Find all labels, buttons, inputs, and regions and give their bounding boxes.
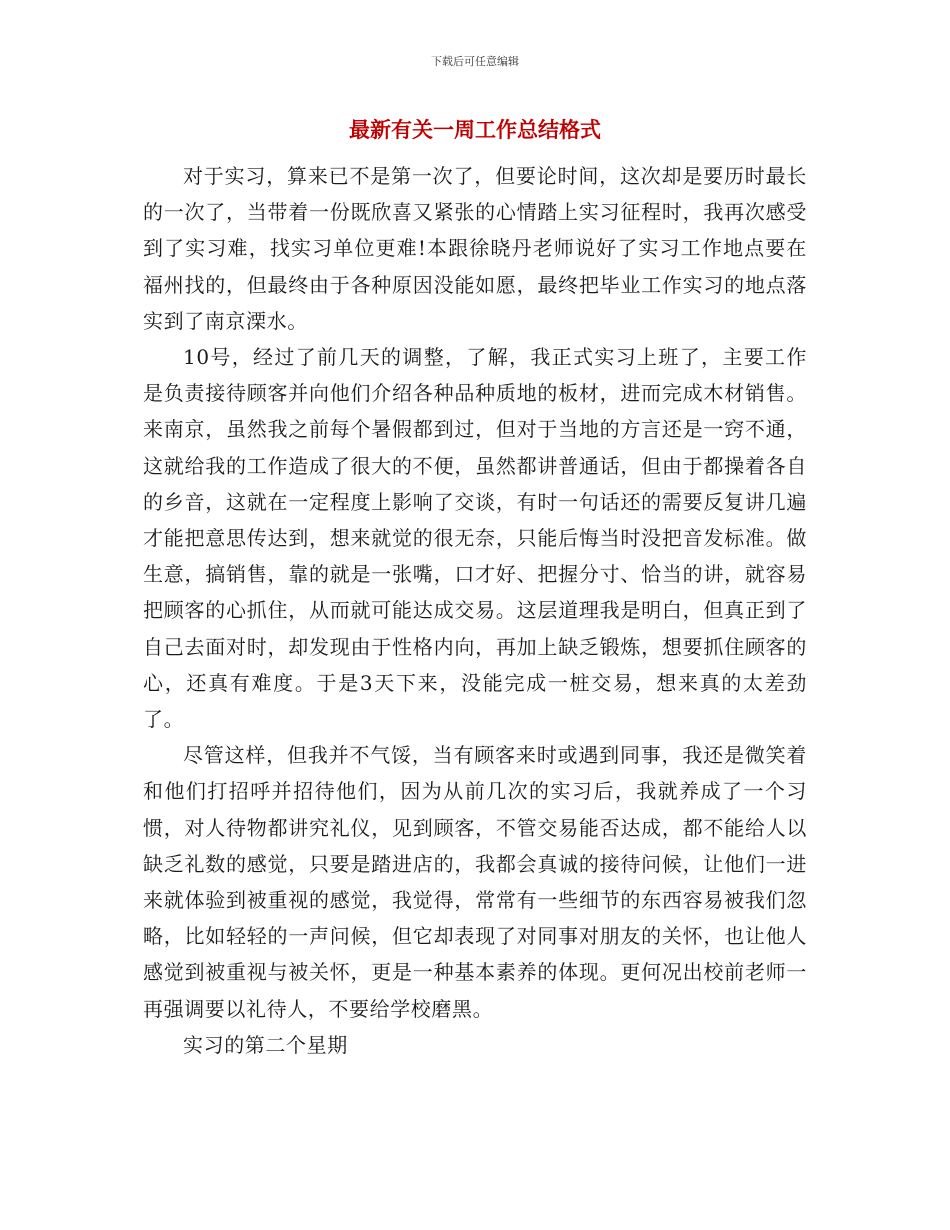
- paragraph: 对于实习，算来已不是第一次了，但要论时间，这次却是要历时最长的一次了，当带着一份既欣喜又紧张的心情踏上实习征程时，我再次感受到了实习难，找实习单位更难!本跟徐晓丹老师说好了实习工作地点要在福州找的，但最终由于各种原因没能如愿，最终把毕业工作实习的地点落实到了南京溧水。: [143, 164, 807, 333]
- paragraph: 尽管这样，但我并不气馁，当有顾客来时或遇到同事，我还是微笑着和他们打招呼并招待他们，因为从前几次的实习后，我就养成了一个习惯，对人待物都讲究礼仪，见到顾客，不管交易能否达成，都不能给人以缺乏礼数的感觉，只要是踏进店的，我都会真诚的接待问候，让他们一进来就体验到被重视的感觉，我觉得，常常有一些细节的东西容易被我们忽略，比如轻轻的一声问候，但它却表现了对同事对朋友的关怀，也让他人感觉到被重视与被关怀，更是一种基本素养的体现。更何况出校前老师一再强调要以礼待人，不要给学校磨黑。: [143, 743, 807, 1021]
- page-header-note: 下载后可任意编辑: [431, 55, 519, 68]
- paragraph: 实习的第二个星期: [183, 1032, 348, 1057]
- document-body: [143, 158, 807, 1063]
- paragraph: 10号，经过了前几天的调整，了解，我正式实习上班了，主要工作是负责接待顾客并向他们介绍各种品种质地的板材，进而完成木材销售。来南京，虽然我之前每个暑假都到过，但对于当地的方言还是一窍不通，这就给我的工作造成了很大的不便，虽然都讲普通话，但由于都操着各自的乡音，这就在一定程度上影响了交谈，有时一句话还的需要反复讲几遍才能把意思传达到，想来就觉的很无奈，只能后悔当时没把音发标准。做生意，搞销售，靠的就是一张嘴，口才好、把握分寸、恰当的讲，就容易把顾客的心抓住，从而就可能达成交易。这层道理我是明白，但真正到了自己去面对时，却发现由于性格内向，再加上缺乏锻炼，想要抓住顾客的心，还真有难度。于是3天下来，没能完成一桩交易，想来真的太差劲了。: [143, 345, 807, 732]
- document-title: 最新有关一周工作总结格式: [349, 118, 601, 142]
